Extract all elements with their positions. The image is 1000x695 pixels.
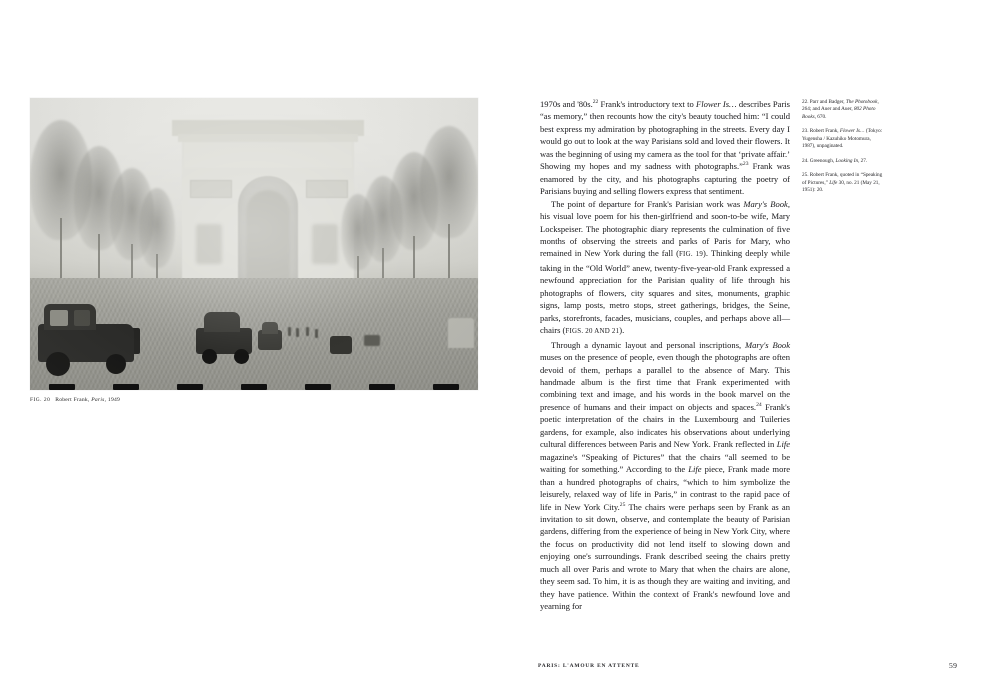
footnote-marker: 25 (619, 501, 626, 508)
text-run: 1970s and '80s. (540, 99, 593, 109)
tree (76, 136, 122, 296)
italic-run: Flower Is… (839, 128, 865, 135)
photo-canvas (30, 98, 478, 390)
running-footer: PARIS: L'AMOUR EN ATTENTE (538, 663, 640, 669)
footnote-marker: 22 (592, 99, 599, 106)
text-run: 22. Parr and Badger, (802, 99, 846, 105)
figure-caption-title: Paris (91, 397, 105, 403)
text-run: , 670. (814, 113, 827, 120)
text-run: magazine's “Speaking of Pictures” that the chairs “all seemed to be waiting for something.” According to the (540, 451, 790, 475)
margin-note (802, 158, 884, 165)
text-run: muses on the presence of people, even though the photographs are often devoid of them, perhaps a parallel to the absence of Mary. This handmade album is the first time that Frank experimented with combining text and image, and his words in the book marvel on the presence of humans and their impact on objects and spaces. (540, 352, 790, 412)
figure-caption-label: FIG. 20 (30, 397, 51, 403)
small-caps-run: FIG. 19 (678, 251, 704, 259)
margin-note (802, 99, 884, 121)
text-run: describes Paris “as memory,” then recounts how the city's beauty touched him: “I could best express my admiration by photographing in the streets. Every day I would go out to look at the way Parisians sold and loved their flowers. It was the beginning of using my camera as the tool for that ‘private affair.’ Showing my hopes and my sadness with photographs.” (540, 99, 790, 172)
text-run: Frank's poetic interpretation of the chairs in the Luxembourg and Tuileries gardens, for example, also indicates his observations about underlying cultural differences between Paris and New York. Frank reflected in (540, 401, 790, 450)
italic-run: Life (776, 439, 790, 450)
arc-relief-right (312, 224, 338, 264)
page-number: 59 (949, 661, 958, 670)
footnote-marker: 24 (756, 402, 762, 409)
italic-run: 802 Photo Books (802, 106, 876, 120)
figure-20 (30, 98, 478, 404)
text-run: 24. Greenough, (802, 157, 836, 164)
text-run: Through a dynamic layout and personal inscriptions, (551, 339, 745, 350)
pedestrian (315, 329, 318, 338)
tree (32, 120, 90, 296)
text-run: piece, Frank made more than a hundred photographs of chairs, “which to him symbolize the leisurely, relaxed way of life in Paris,” in contrast to the rapid pace of life in New York City. (540, 464, 790, 512)
place-de-letoile-pavement (30, 278, 478, 390)
body-paragraph (540, 198, 790, 339)
margin-notes-column (802, 99, 884, 195)
text-run: The chairs were perhaps seen by Frank as an invitation to sit down, observe, and contemplate the beauty of Parisian gardens, differing from the experience of being in New York City, where the focus on productivity did not lend itself to slowing down and enjoying one's surroundings. Frank described seeing the chairs pretty much all over Paris and wrote to Mary that when the chairs are alone, they seem sad. To him, it is as though they are waiting and inviting, and they have patience. Within the context of Frank's newfound love and yearning for (540, 501, 790, 612)
arc-relief-left (196, 224, 222, 264)
arc-panel-right (306, 180, 348, 198)
text-run: Frank's introductory text to (598, 99, 696, 109)
figure-caption (30, 397, 478, 404)
vehicle-sedan-roof (204, 312, 240, 332)
text-run: (Tokyo: Yugensha / Kazuhiko Motomura, 1987), unpaginated. (802, 128, 883, 150)
arc-attic (184, 142, 352, 168)
tree (364, 148, 402, 296)
text-run: 23. Robert Frank, (802, 128, 840, 135)
margin-note (802, 128, 884, 150)
body-paragraph (540, 98, 790, 198)
vehicle-distant-car (364, 335, 380, 346)
tree (392, 138, 436, 296)
arc-panel-left (190, 180, 232, 198)
figure-caption-year: , 1949 (104, 397, 121, 403)
pedestrian (296, 328, 299, 337)
vehicle-wheel (234, 349, 249, 364)
italic-run: The Photobook (845, 99, 878, 105)
photograph-arc-de-triomphe (30, 98, 478, 390)
italic-run: Flower Is… (695, 99, 737, 109)
text-run: ). Thinking deeply while taking in the “Old World” anew, twenty-five-year-old Frank expressed a newfound appreciation for the Parisian quality of life through his photographs of flowers, city squares and sites, monuments, graphic signs, lamp posts, metro stops, street gatherings, bridges, the Seine, parks, storefronts, facades, musicians, couples, and perhaps above all—chairs ( (540, 248, 790, 336)
text-run: , his visual love poem for his then-girlfriend and soon-to-be wife, Mary Lockspeiser. The photographic diary represents the culmination of five months of observing the streets and parks of Paris for Mary, who remained in New York during the fall ( (540, 198, 790, 259)
body-text-column (540, 98, 790, 613)
margin-note (802, 172, 884, 194)
tree (112, 146, 152, 296)
text-run: 25. Robert Frank, quoted in “Speaking of Pictures,” (802, 172, 883, 186)
tree (422, 124, 476, 296)
pedestrian (306, 327, 309, 336)
text-run: , 27. (858, 157, 868, 164)
vehicle-wheel (106, 354, 126, 374)
text-run: The point of departure for Frank's Parisian work was (551, 198, 744, 209)
footnote-marker: 23 (742, 161, 749, 168)
arc-cornice-lower (178, 134, 358, 142)
italic-run: Life (688, 464, 702, 475)
arc-de-triomphe-monument (182, 120, 354, 300)
tree (140, 154, 174, 296)
text-run: ). (619, 325, 625, 336)
vehicle-wheel (46, 352, 70, 376)
body-paragraph (540, 339, 790, 613)
text-run: 30, no. 21 (May 21, 1951): 20. (802, 179, 880, 194)
text-run: Frank was enamored by the city, and his photographs capturing the poetry of Parisians buying and selling flowers express that sentiment. (540, 161, 790, 197)
italic-run: Mary's Book (743, 198, 788, 209)
text-run: , 264; and Auer and Auer, (802, 99, 879, 113)
vehicle-wheel (202, 349, 217, 364)
street-kiosk (448, 318, 474, 348)
film-sprocket-edge (30, 382, 478, 390)
italic-run: Life (829, 179, 838, 186)
italic-run: Looking In (835, 157, 859, 164)
figure-caption-author: Robert Frank, (55, 397, 90, 403)
vehicle-distant-car-roof (262, 322, 278, 334)
tree-row-left (30, 116, 162, 296)
vehicle-windshield (50, 310, 68, 326)
small-caps-run: FIGS. 20 AND 21 (565, 328, 620, 336)
tree-row-right (350, 116, 478, 296)
pedestrian (288, 327, 291, 336)
italic-run: Mary's Book (744, 339, 790, 350)
vehicle-side-window (74, 310, 90, 326)
vehicle-distant-car (330, 336, 352, 354)
